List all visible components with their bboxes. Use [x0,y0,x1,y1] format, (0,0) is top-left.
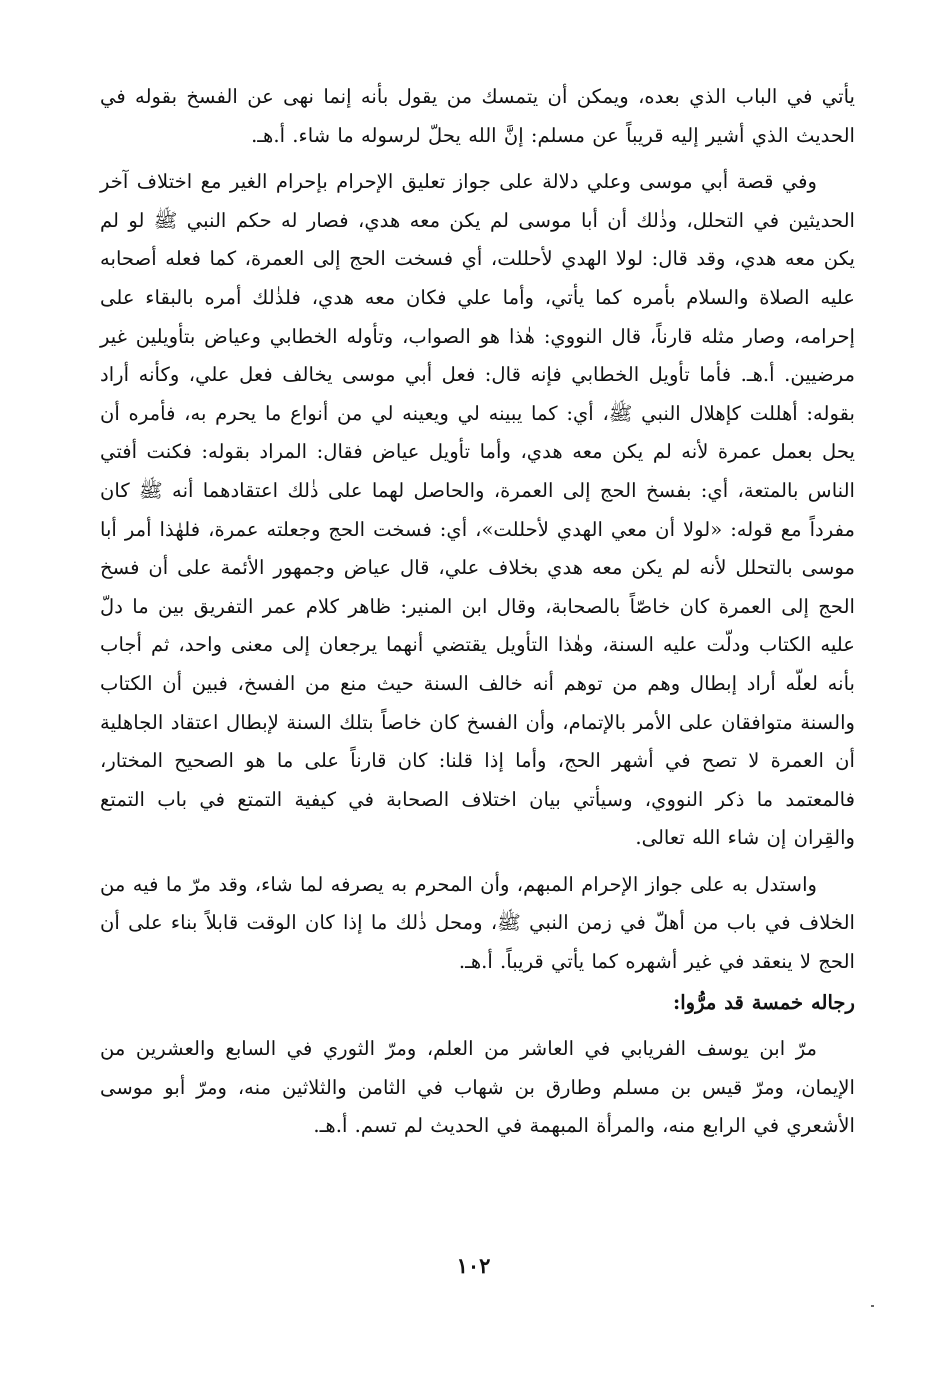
page-number: ١٠٢ [456,1253,491,1278]
narrators-heading: رجاله خمسة قد مرُّوا: [672,990,855,1014]
scan-speck [871,1305,874,1307]
paragraph-inference: واستدل به على جواز الإحرام المبهم، وأن المحرم به يصرفه لما شاء، وقد مرّ ما فيه من الخلاف في باب من أهلّ في زمن النبي ﷺ، ومحل ذٰلك ما إذا كان الوقت قابلاً بناء على أن الحج لا ينعقد في غير أشهره كما يأتي قريباً. أ.هـ. [100,872,855,974]
paragraph-narrators: مرّ ابن يوسف الفريابي في العاشر من العلم، ومرّ الثوري في السابع والعشرين من الإيمان، ومرّ قيس بن مسلم وطارق بن شهاب في الثامن والثلاثين منه، ومرّ أبو موسى الأشعري في الرابع منه، والمرأة المبهمة في الحديث لم تسم. أ.هـ. [100,1037,855,1138]
paragraph-commentary: وفي قصة أبي موسى وعلي دلالة على جواز تعليق الإحرام بإحرام الغير مع اختلاف آخر الحديثين في التحلل، وذٰلك أن أبا موسى لم يكن معه هدي، فصار له حكم النبي ﷺ لو لم يكن معه هدي، وقد قال: لولا الهدي لأحللت، أي فسخت الحج إلى العمرة، كما فعله أصحابه عليه الصلاة والسلام بأمره كما يأتي، وأما علي فكان معه هدي، فلذٰلك أمره بالبقاء على إحرامه، وصار مثله قارناً، قال النووي: هٰذا هو الصواب، وتأوله الخطابي وعياض بتأويلين غير مرضيين. أ.هـ. فأما تأويل الخطابي فإنه قال: فعل أبي موسى يخالف فعل علي، وكأنه أراد بقوله: أهللت كإهلال النبي ﷺ، أي: كما يبينه لي ويعينه لي من أنواع ما يحرم به، فأمره أن يحل بعمل عمرة لأنه لم يكن معه هدي، وأما تأويل عياض فقال: المراد بقوله: فكنت أفتي الناس بالمتعة، أي: بفسخ الحج إلى العمرة، والحاصل لهما على ذٰلك اعتقادهما أنه ﷺ كان مفرداً مع قوله: «لولا أن معي الهدي لأحللت»، أي: فسخت الحج وجعلته عمرة، فلهٰذا أمر أبا موسى بالتحلل لأنه لم يكن معه هدي بخلاف علي، قال عياض وجمهور الأئمة على أن فسخ الحج إلى العمرة كان خاصّاً بالصحابة، وقال ابن المنير: ظاهر كلام عمر التفريق بين ما دلّ عليه الكتاب ودلّت عليه السنة، وهٰذا التأويل يقتضي أنهما يرجعان إلى معنى واحد، ثم أجاب بأنه لعلّه أراد إبطال وهم من توهم أنه خالف السنة حيث منع من الفسخ، فبين أن الكتاب والسنة متوافقان على الأمر بالإتمام، وأن الفسخ كان خاصاً بتلك السنة لإبطال اعتقاد الجاهلية أن العمرة لا تصح في أشهر الحج، وأما إذا قلنا: كان قارناً على ما هو الصحيح المختار، فالمعتمد ما ذكر النووي، وسيأتي بيان اختلاف الصحابة في كيفية التمتع في باب التمتع والقِران إن شاء الله تعالى. [100,170,855,850]
paragraph-continuation: يأتي في الباب الذي بعده، ويمكن أن يتمسك من يقول بأنه إنما نهى عن الفسخ بقوله في الحديث الذي أشير إليه قريباً عن مسلم: إنَّ الله يحلّ لرسوله ما شاء. أ.هـ. [100,85,855,147]
body-text [100,78,855,1146]
